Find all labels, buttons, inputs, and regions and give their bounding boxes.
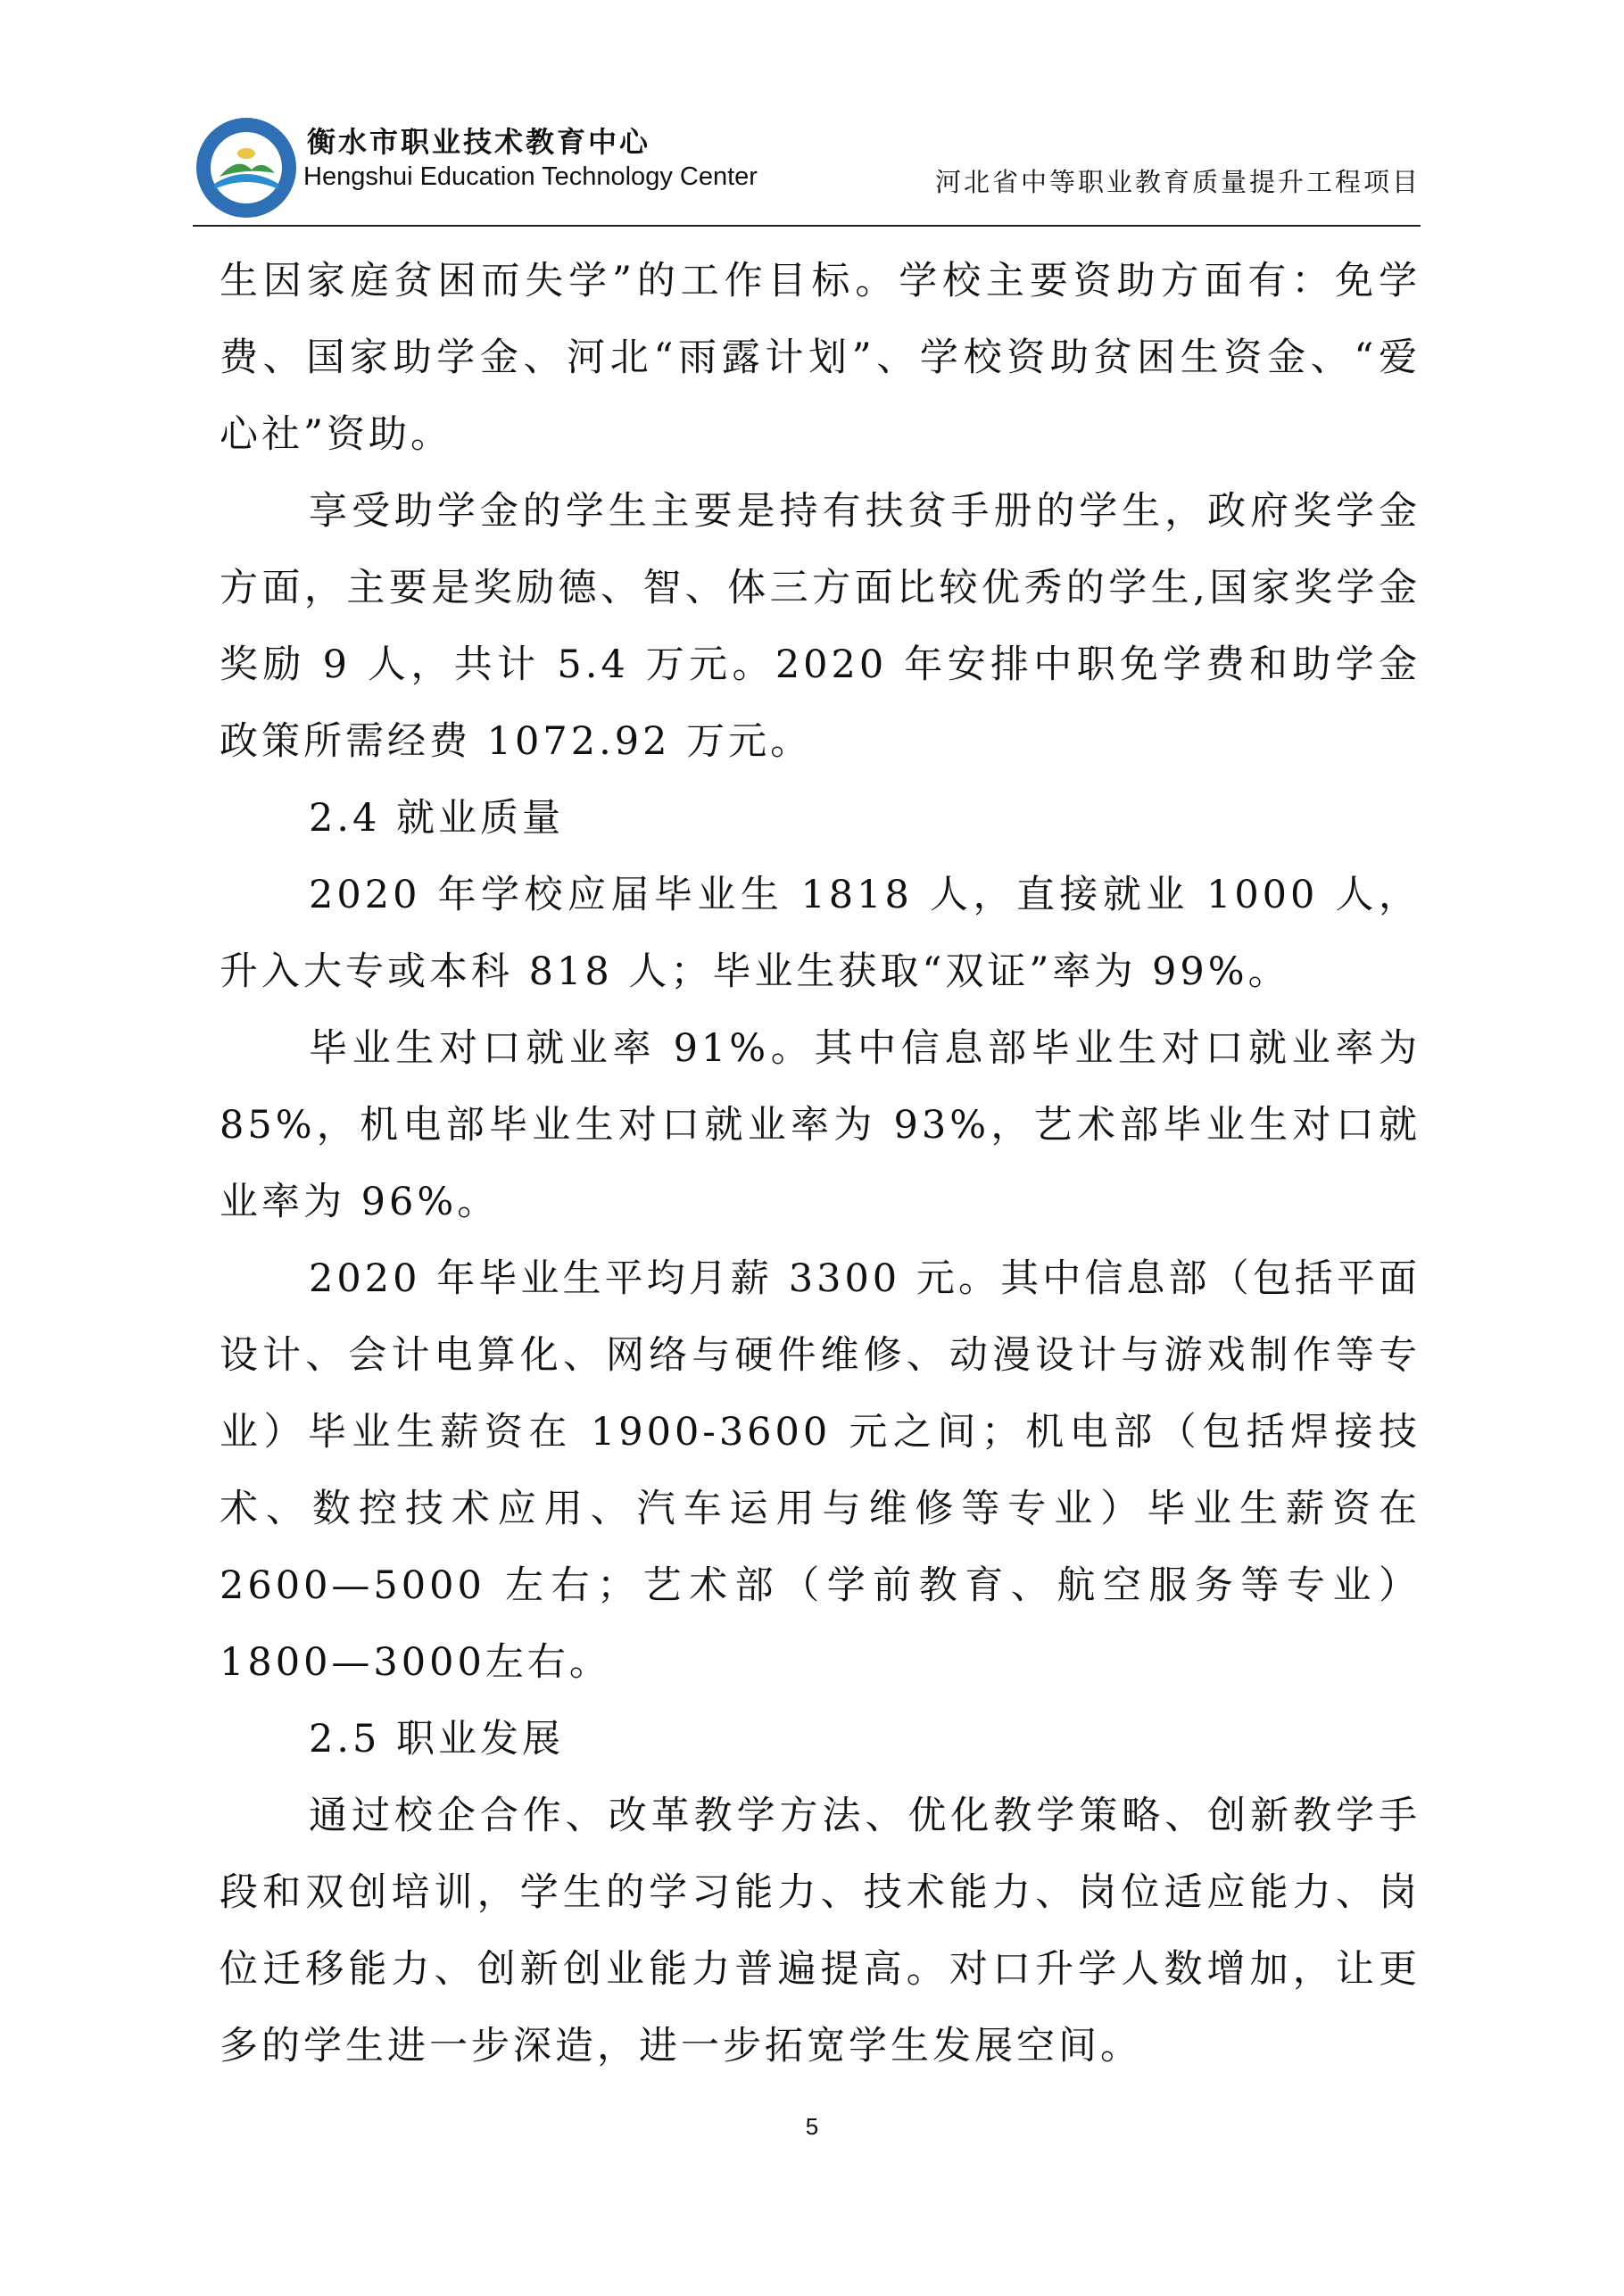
paragraph-graduates: 2020 年学校应届毕业生 1818 人，直接就业 1000 人，升入大专或本科 818 人；毕业生获取“双证”率为 99%。	[220, 873, 1421, 994]
page-number: 5	[805, 2113, 819, 2140]
page-header	[193, 105, 1421, 230]
paragraph-continued: 生因家庭贫困而失学”的工作目标。学校主要资助方面有：免学费、国家助学金、河北“雨露计划”、学校资助贫困生资金、“爱心社”资助。	[220, 259, 1421, 457]
paragraph-salary: 2020 年毕业生平均月薪 3300 元。其中信息部（包括平面设计、会计电算化、网络与硬件维修、动漫设计与游戏制作等专业）毕业生薪资在 1900-3600 元之间；机电部（包括焊接技术、数控技术应用、汽车运用与维修等专业）毕业生薪资在 2600—5000 左右；艺术部（学前教育、航空服务等专业）1800—3000左右。	[220, 1256, 1421, 1685]
section-heading-employment: 2.4 就业质量	[309, 796, 565, 841]
paragraph-career: 通过校企合作、改革教学方法、优化教学策略、创新教学手段和双创培训，学生的学习能力、技术能力、岗位适应能力、岗位迁移能力、创新创业能力普遍提高。对口升学人数增加，让更多的学生进一步深造，进一步拓宽学生发展空间。	[220, 1794, 1421, 2068]
header-divider	[193, 225, 1421, 227]
school-seal-logo-icon	[193, 114, 300, 221]
org-name-cn: 衡水市职业技术教育中心	[307, 125, 651, 159]
org-name-en: Hengshui Education Technology Center	[303, 162, 758, 191]
body-text	[220, 243, 1421, 2085]
paragraph-scholarship: 享受助学金的学生主要是持有扶贫手册的学生，政府奖学金方面，主要是奖励德、智、体三方面比较优秀的学生,国家奖学金奖励 9 人，共计 5.4 万元。2020 年安排中职免学费和助学金政策所需经费 1072.92 万元。	[220, 489, 1421, 764]
paragraph-employment-rate: 毕业生对口就业率 91%。其中信息部毕业生对口就业率为85%，机电部毕业生对口就业率为 93%，艺术部毕业生对口就业率为 96%。	[220, 1026, 1421, 1224]
project-title: 河北省中等职业教育质量提升工程项目	[934, 167, 1421, 197]
section-heading-career: 2.5 职业发展	[309, 1717, 565, 1761]
